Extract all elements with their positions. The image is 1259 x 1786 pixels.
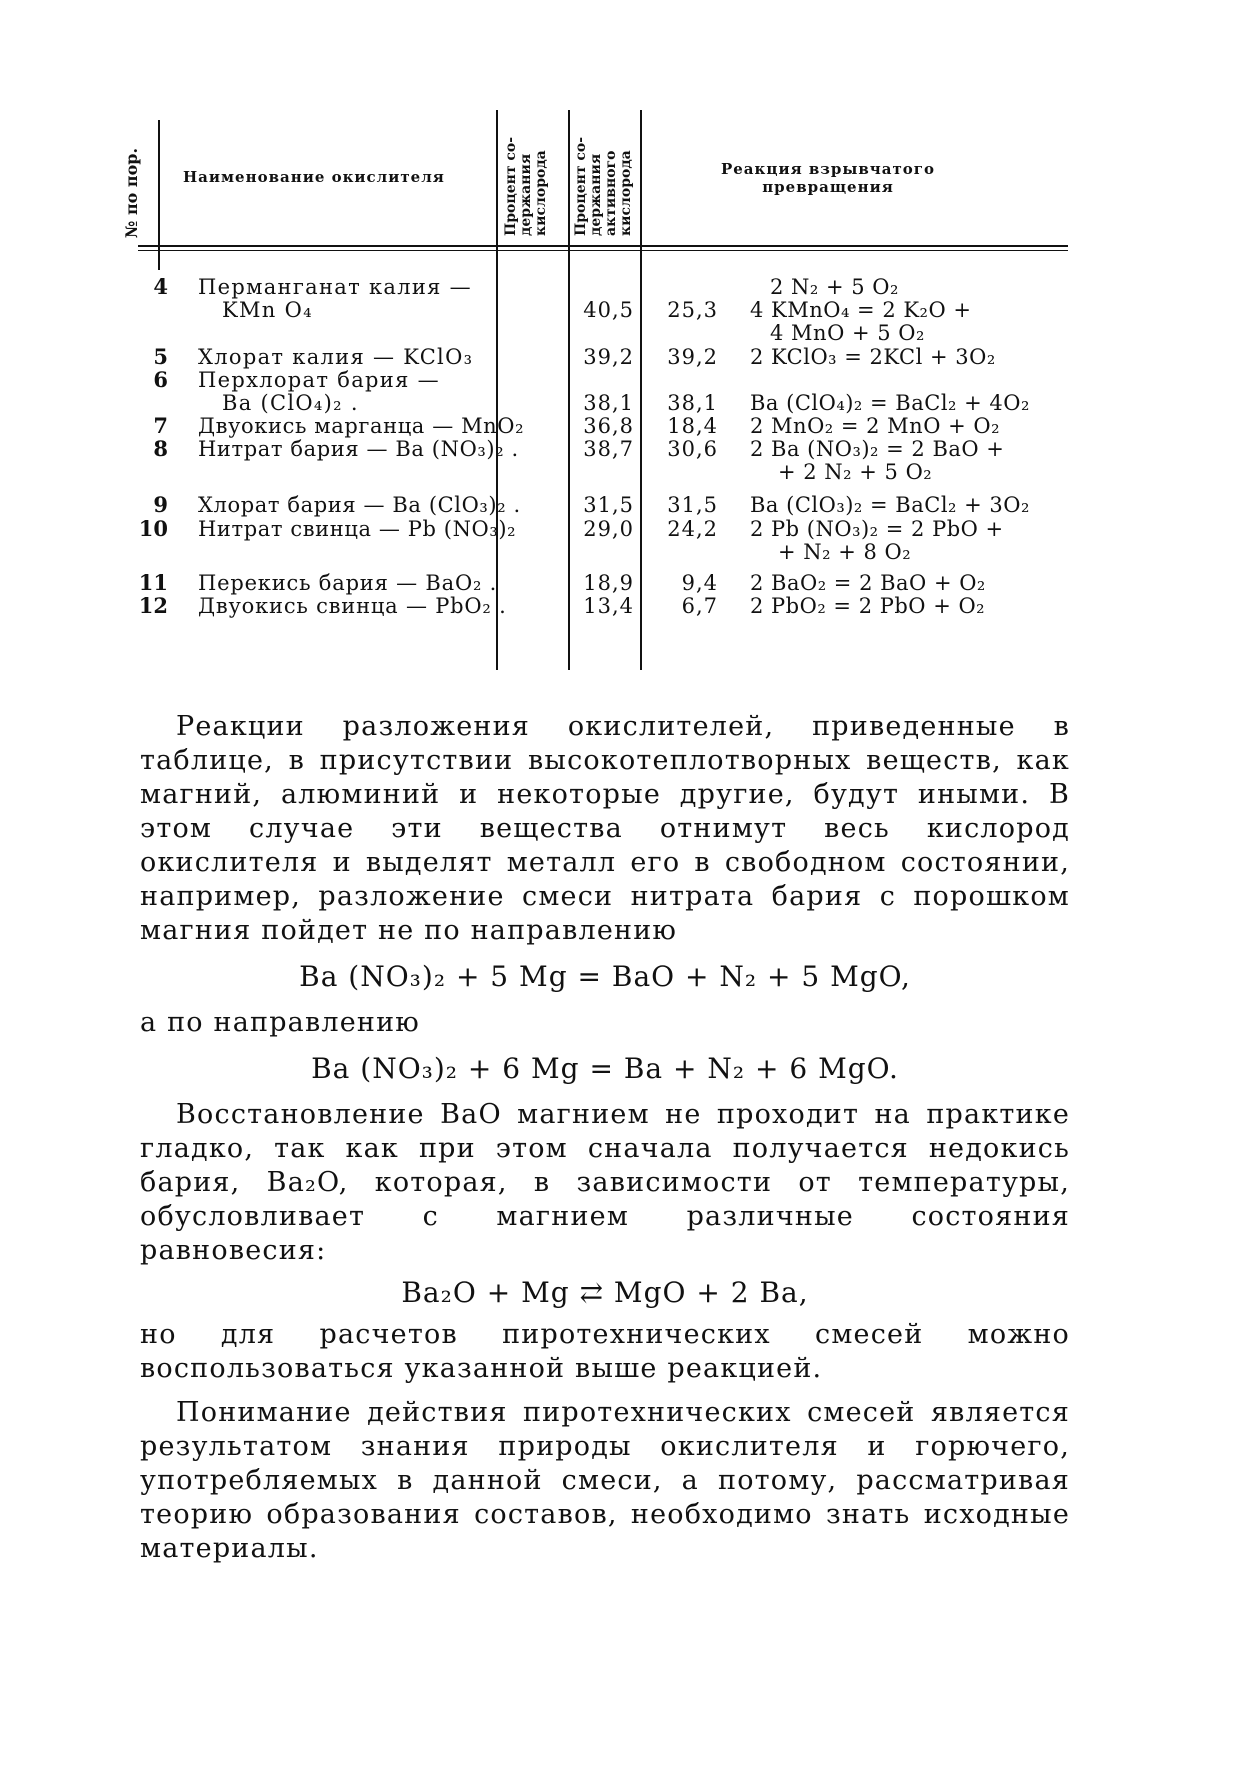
header-rule-bottom <box>138 250 1068 251</box>
header-rule-top <box>138 245 1068 247</box>
row-reaction-line3: 4 MnO + 5 O₂ <box>770 321 925 345</box>
row-reaction: 2 PbO₂ = 2 PbO + O₂ <box>750 594 986 618</box>
row-pct-active: 6,7 <box>681 594 718 618</box>
header-reaction <box>678 160 978 196</box>
row-reaction-line2: + 2 N₂ + 5 O₂ <box>778 460 933 484</box>
row-name: Нитрат бария — Ba (NO₃)₂ . <box>198 437 519 461</box>
row-reaction: 2 BaO₂ = 2 BaO + O₂ <box>750 571 986 595</box>
equation-1: Ba (NO₃)₂ + 5 Mg = BaO + N₂ + 5 MgO, <box>299 960 911 993</box>
row-num: 5 <box>153 344 168 369</box>
row-name: Перманганат калия — <box>198 275 472 299</box>
row-pct-total: 18,9 <box>583 571 634 595</box>
header-pct-active-text: Процент со-держания активного кислорода <box>573 136 634 236</box>
equation-2: Ba (NO₃)₂ + 6 Mg = Ba + N₂ + 6 MgO. <box>311 1052 899 1085</box>
row-name: Перхлорат бария — <box>198 368 440 392</box>
row-reaction: Ba (ClO₄)₂ = BaCl₂ + 4O₂ <box>750 391 1030 415</box>
row-reaction: 2 MnO₂ = 2 MnO + O₂ <box>750 414 1001 438</box>
row-pct-active: 38,1 <box>667 391 718 415</box>
row-name-formula: KMn O₄ <box>222 298 313 322</box>
row-name: Хлорат калия — KClO₃ <box>198 345 474 369</box>
paragraph-5: Понимание действия пиротехнических смесей является результатом знания природы окислителя и горючего, употребляемых в данной смеси, а потому, рассматривая теорию образования составов, необходимо знать исходные материалы. <box>140 1397 1070 1564</box>
header-reaction-text: Реакция взрывчатого превращения <box>720 160 936 196</box>
row-pct-active: 25,3 <box>667 298 718 322</box>
row-pct-active: 30,6 <box>667 437 718 461</box>
row-name: Двуокись свинца — PbO₂ . <box>198 594 507 618</box>
row-reaction: 2 N₂ + 5 O₂ <box>770 275 899 299</box>
row-num: 9 <box>153 492 168 517</box>
row-name-formula: Ba (ClO₄)₂ . <box>222 391 359 415</box>
row-pct-total: 38,1 <box>583 391 634 415</box>
header-pct-active <box>574 112 634 236</box>
row-pct-total: 36,8 <box>583 414 634 438</box>
row-pct-active: 9,4 <box>681 571 718 595</box>
row-pct-total: 39,2 <box>583 345 634 369</box>
paragraph-1: Реакции разложения окислителей, приведенные в таблице, в присутствии высокотеплотворных веществ, как магний, алюминий и некоторые другие, будут иными. В этом случае эти вещества отнимут весь кислород окислителя и выделят металл его в свободном состоянии, например, разложение смеси нитрата бария с порошком магния пойдет не по направлению <box>140 711 1070 946</box>
row-num: 6 <box>153 367 168 392</box>
row-pct-active: 18,4 <box>667 414 718 438</box>
row-num: 8 <box>153 436 168 461</box>
equation-3: Ba₂O + Mg ⇄ MgO + 2 Ba, <box>401 1276 809 1309</box>
header-pct-total-text: Процент со-держания кислорода <box>503 136 549 236</box>
paragraph-2: а по направлению <box>140 1007 421 1038</box>
row-reaction: 2 Ba (NO₃)₂ = 2 BaO + <box>750 437 1005 461</box>
col-rule-1 <box>158 120 160 270</box>
row-name: Двуокись марганца — MnO₂ <box>198 414 525 438</box>
row-num: 10 <box>138 516 168 541</box>
header-num: № по пор. <box>122 147 141 238</box>
row-pct-total: 40,5 <box>583 298 634 322</box>
col-rule-4 <box>640 110 642 670</box>
row-pct-total: 13,4 <box>583 594 634 618</box>
row-reaction-line2: + N₂ + 8 O₂ <box>778 540 912 564</box>
header-name: Наименование окислителя <box>183 168 445 186</box>
row-num: 7 <box>153 413 168 438</box>
row-num: 12 <box>138 593 168 618</box>
row-pct-total: 31,5 <box>583 493 634 517</box>
row-pct-active: 31,5 <box>667 493 718 517</box>
row-num: 4 <box>153 274 168 299</box>
paragraph-4: но для расчетов пиротехнических смесей можно воспользоваться указанной выше реакцией. <box>140 1319 1070 1384</box>
paragraph-3: Восстановление BaO магнием не проходит на практике гладко, так как при этом сначала получается недокись бария, Ba₂O, которая, в зависимости от температуры, обусловливает с магнием различные состояния равновесия: <box>140 1099 1070 1266</box>
row-pct-active: 24,2 <box>667 517 718 541</box>
body-text <box>140 710 1070 1566</box>
row-name: Хлорат бария — Ba (ClO₃)₂ . <box>198 493 521 517</box>
header-pct-total <box>504 116 549 236</box>
row-name: Перекись бария — BaO₂ . <box>198 571 498 595</box>
row-pct-total: 38,7 <box>583 437 634 461</box>
row-reaction: 2 Pb (NO₃)₂ = 2 PbO + <box>750 517 1004 541</box>
row-name: Нитрат свинца — Pb (NO₃)₂ <box>198 517 517 541</box>
row-pct-active: 39,2 <box>667 345 718 369</box>
row-reaction: Ba (ClO₃)₂ = BaCl₂ + 3O₂ <box>750 493 1030 517</box>
row-reaction: 2 KClO₃ = 2KCl + 3O₂ <box>750 345 996 369</box>
row-reaction-line2: 4 KMnO₄ = 2 K₂O + <box>750 298 972 322</box>
row-pct-total: 29,0 <box>583 517 634 541</box>
row-num: 11 <box>138 570 168 595</box>
